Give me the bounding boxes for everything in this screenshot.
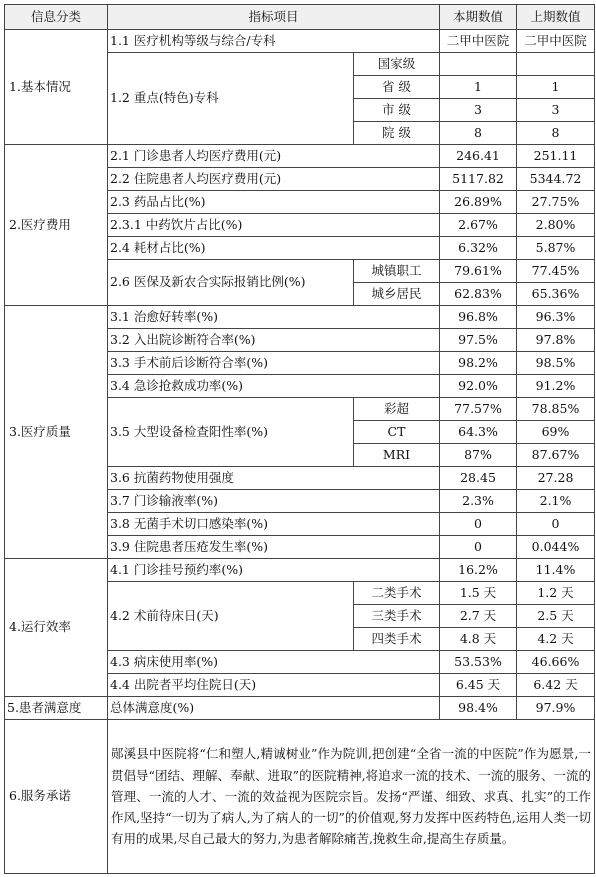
current-value: 87% [440, 444, 517, 467]
category-basic: 1.基本情况 [5, 30, 108, 145]
previous-value: 1.2 天 [517, 582, 595, 605]
table-row [5, 559, 595, 582]
previous-value: 69% [517, 421, 595, 444]
indicator-label: 3.5 大型设备检查阳性率(%) [108, 398, 354, 467]
indicator-label: 2.3.1 中药饮片占比(%) [108, 214, 440, 237]
current-value: 2.67% [440, 214, 517, 237]
previous-value: 98.5% [517, 352, 595, 375]
header-category: 信息分类 [5, 5, 108, 30]
category-cost: 2.医疗费用 [5, 145, 108, 306]
sub-label: 省 级 [354, 76, 440, 99]
category-quality: 3.医疗质量 [5, 306, 108, 559]
indicator-label: 4.2 术前待床日(天) [108, 582, 354, 651]
table-row [5, 720, 595, 874]
header-previous: 上期数值 [517, 5, 595, 30]
indicator-label: 1.1 医疗机构等级与综合/专科 [108, 30, 440, 53]
previous-value: 96.3% [517, 306, 595, 329]
indicator-label: 1.2 重点(特色)专科 [108, 53, 354, 145]
previous-value: 二甲中医院 [517, 30, 595, 53]
header-indicator: 指标项目 [108, 5, 440, 30]
indicator-label: 3.3 手术前后诊断符合率(%) [108, 352, 440, 375]
sub-label: 二类手术 [354, 582, 440, 605]
indicator-label: 3.4 急诊抢救成功率(%) [108, 375, 440, 398]
indicator-label: 2.4 耗材占比(%) [108, 237, 440, 260]
current-value: 77.57% [440, 398, 517, 421]
indicator-label: 4.3 病床使用率(%) [108, 651, 440, 674]
category-commitment: 6.服务承诺 [5, 720, 108, 874]
current-value: 97.5% [440, 329, 517, 352]
current-value: 6.32% [440, 237, 517, 260]
sub-label: 城镇职工 [354, 260, 440, 283]
previous-value: 91.2% [517, 375, 595, 398]
current-value: 1 [440, 76, 517, 99]
current-value: 2.3% [440, 490, 517, 513]
current-value: 3 [440, 99, 517, 122]
current-value: 98.2% [440, 352, 517, 375]
previous-value: 8 [517, 122, 595, 145]
current-value: 246.41 [440, 145, 517, 168]
previous-value: 27.75% [517, 191, 595, 214]
sub-label: 三类手术 [354, 605, 440, 628]
previous-value: 46.66% [517, 651, 595, 674]
sub-label: MRI [354, 444, 440, 467]
sub-label: 国家级 [354, 53, 440, 76]
previous-value: 27.28 [517, 467, 595, 490]
indicator-label: 2.3 药品占比(%) [108, 191, 440, 214]
previous-value: 3 [517, 99, 595, 122]
previous-value: 65.36% [517, 283, 595, 306]
header-row [5, 5, 595, 30]
previous-value: 5.87% [517, 237, 595, 260]
previous-value: 6.42 天 [517, 674, 595, 697]
sub-label: 彩超 [354, 398, 440, 421]
previous-value: 1 [517, 76, 595, 99]
previous-value: 251.11 [517, 145, 595, 168]
sub-label: 市 级 [354, 99, 440, 122]
current-value: 28.45 [440, 467, 517, 490]
indicator-label: 3.2 入出院诊断符合率(%) [108, 329, 440, 352]
previous-value: 78.85% [517, 398, 595, 421]
current-value: 6.45 天 [440, 674, 517, 697]
current-value: 8 [440, 122, 517, 145]
previous-value: 2.80% [517, 214, 595, 237]
current-value: 79.61% [440, 260, 517, 283]
commitment-text: 郧溪县中医院将“仁和塑人,精诚树业”作为院训,把创建“全省一流的中医院”作为愿景,一贯倡导“团结、理解、奉献、进取”的医院精神,将追求一流的技术、一流的服务、一流的管理、一流的人才、一流的效益视为医院宗旨。发扬“严谨、细致、求真、扎实”的工作作风,坚持“一切为了病人,为了病人的一切”的价值观,努力发挥中医药特色,运用人类一切有用的成果,尽自己最大的努力,为患者解除痛苦,挽救生命,提高生存质量。 [108, 720, 595, 874]
indicator-label: 2.2 住院患者人均医疗费用(元) [108, 168, 440, 191]
previous-value: 11.4% [517, 559, 595, 582]
previous-value: 5344.72 [517, 168, 595, 191]
previous-value: 2.5 天 [517, 605, 595, 628]
previous-value: 0 [517, 513, 595, 536]
sub-label: 院 级 [354, 122, 440, 145]
current-value: 16.2% [440, 559, 517, 582]
table-row [5, 145, 595, 168]
current-value: 4.8 天 [440, 628, 517, 651]
current-value: 2.7 天 [440, 605, 517, 628]
hospital-info-table [4, 4, 595, 874]
indicator-label: 3.1 治愈好转率(%) [108, 306, 440, 329]
indicator-label: 3.6 抗菌药物使用强度 [108, 467, 440, 490]
category-efficiency: 4.运行效率 [5, 559, 108, 697]
current-value: 92.0% [440, 375, 517, 398]
current-value: 二甲中医院 [440, 30, 517, 53]
current-value: 62.83% [440, 283, 517, 306]
indicator-label: 2.1 门诊患者人均医疗费用(元) [108, 145, 440, 168]
indicator-label: 2.6 医保及新农合实际报销比例(%) [108, 260, 354, 306]
current-value: 64.3% [440, 421, 517, 444]
header-current: 本期数值 [440, 5, 517, 30]
indicator-label: 3.8 无菌手术切口感染率(%) [108, 513, 440, 536]
indicator-label: 3.7 门诊输液率(%) [108, 490, 440, 513]
table-row [5, 306, 595, 329]
current-value: 5117.82 [440, 168, 517, 191]
previous-value: 2.1% [517, 490, 595, 513]
indicator-label: 3.9 住院患者压疮发生率(%) [108, 536, 440, 559]
table-row [5, 697, 595, 720]
current-value: 1.5 天 [440, 582, 517, 605]
sub-label: 城乡居民 [354, 283, 440, 306]
current-value: 96.8% [440, 306, 517, 329]
previous-value: 97.9% [517, 697, 595, 720]
current-value: 53.53% [440, 651, 517, 674]
previous-value: 87.67% [517, 444, 595, 467]
table-row [5, 30, 595, 53]
current-value: 0 [440, 536, 517, 559]
previous-value: 77.45% [517, 260, 595, 283]
current-value: 98.4% [440, 697, 517, 720]
category-satisfaction: 5.患者满意度 [5, 697, 108, 720]
sub-label: CT [354, 421, 440, 444]
previous-value [517, 53, 595, 76]
previous-value: 0.044% [517, 536, 595, 559]
current-value: 0 [440, 513, 517, 536]
indicator-label: 总体满意度(%) [108, 697, 440, 720]
previous-value: 97.8% [517, 329, 595, 352]
indicator-label: 4.1 门诊挂号预约率(%) [108, 559, 440, 582]
current-value [440, 53, 517, 76]
current-value: 26.89% [440, 191, 517, 214]
previous-value: 4.2 天 [517, 628, 595, 651]
sub-label: 四类手术 [354, 628, 440, 651]
indicator-label: 4.4 出院者平均住院日(天) [108, 674, 440, 697]
